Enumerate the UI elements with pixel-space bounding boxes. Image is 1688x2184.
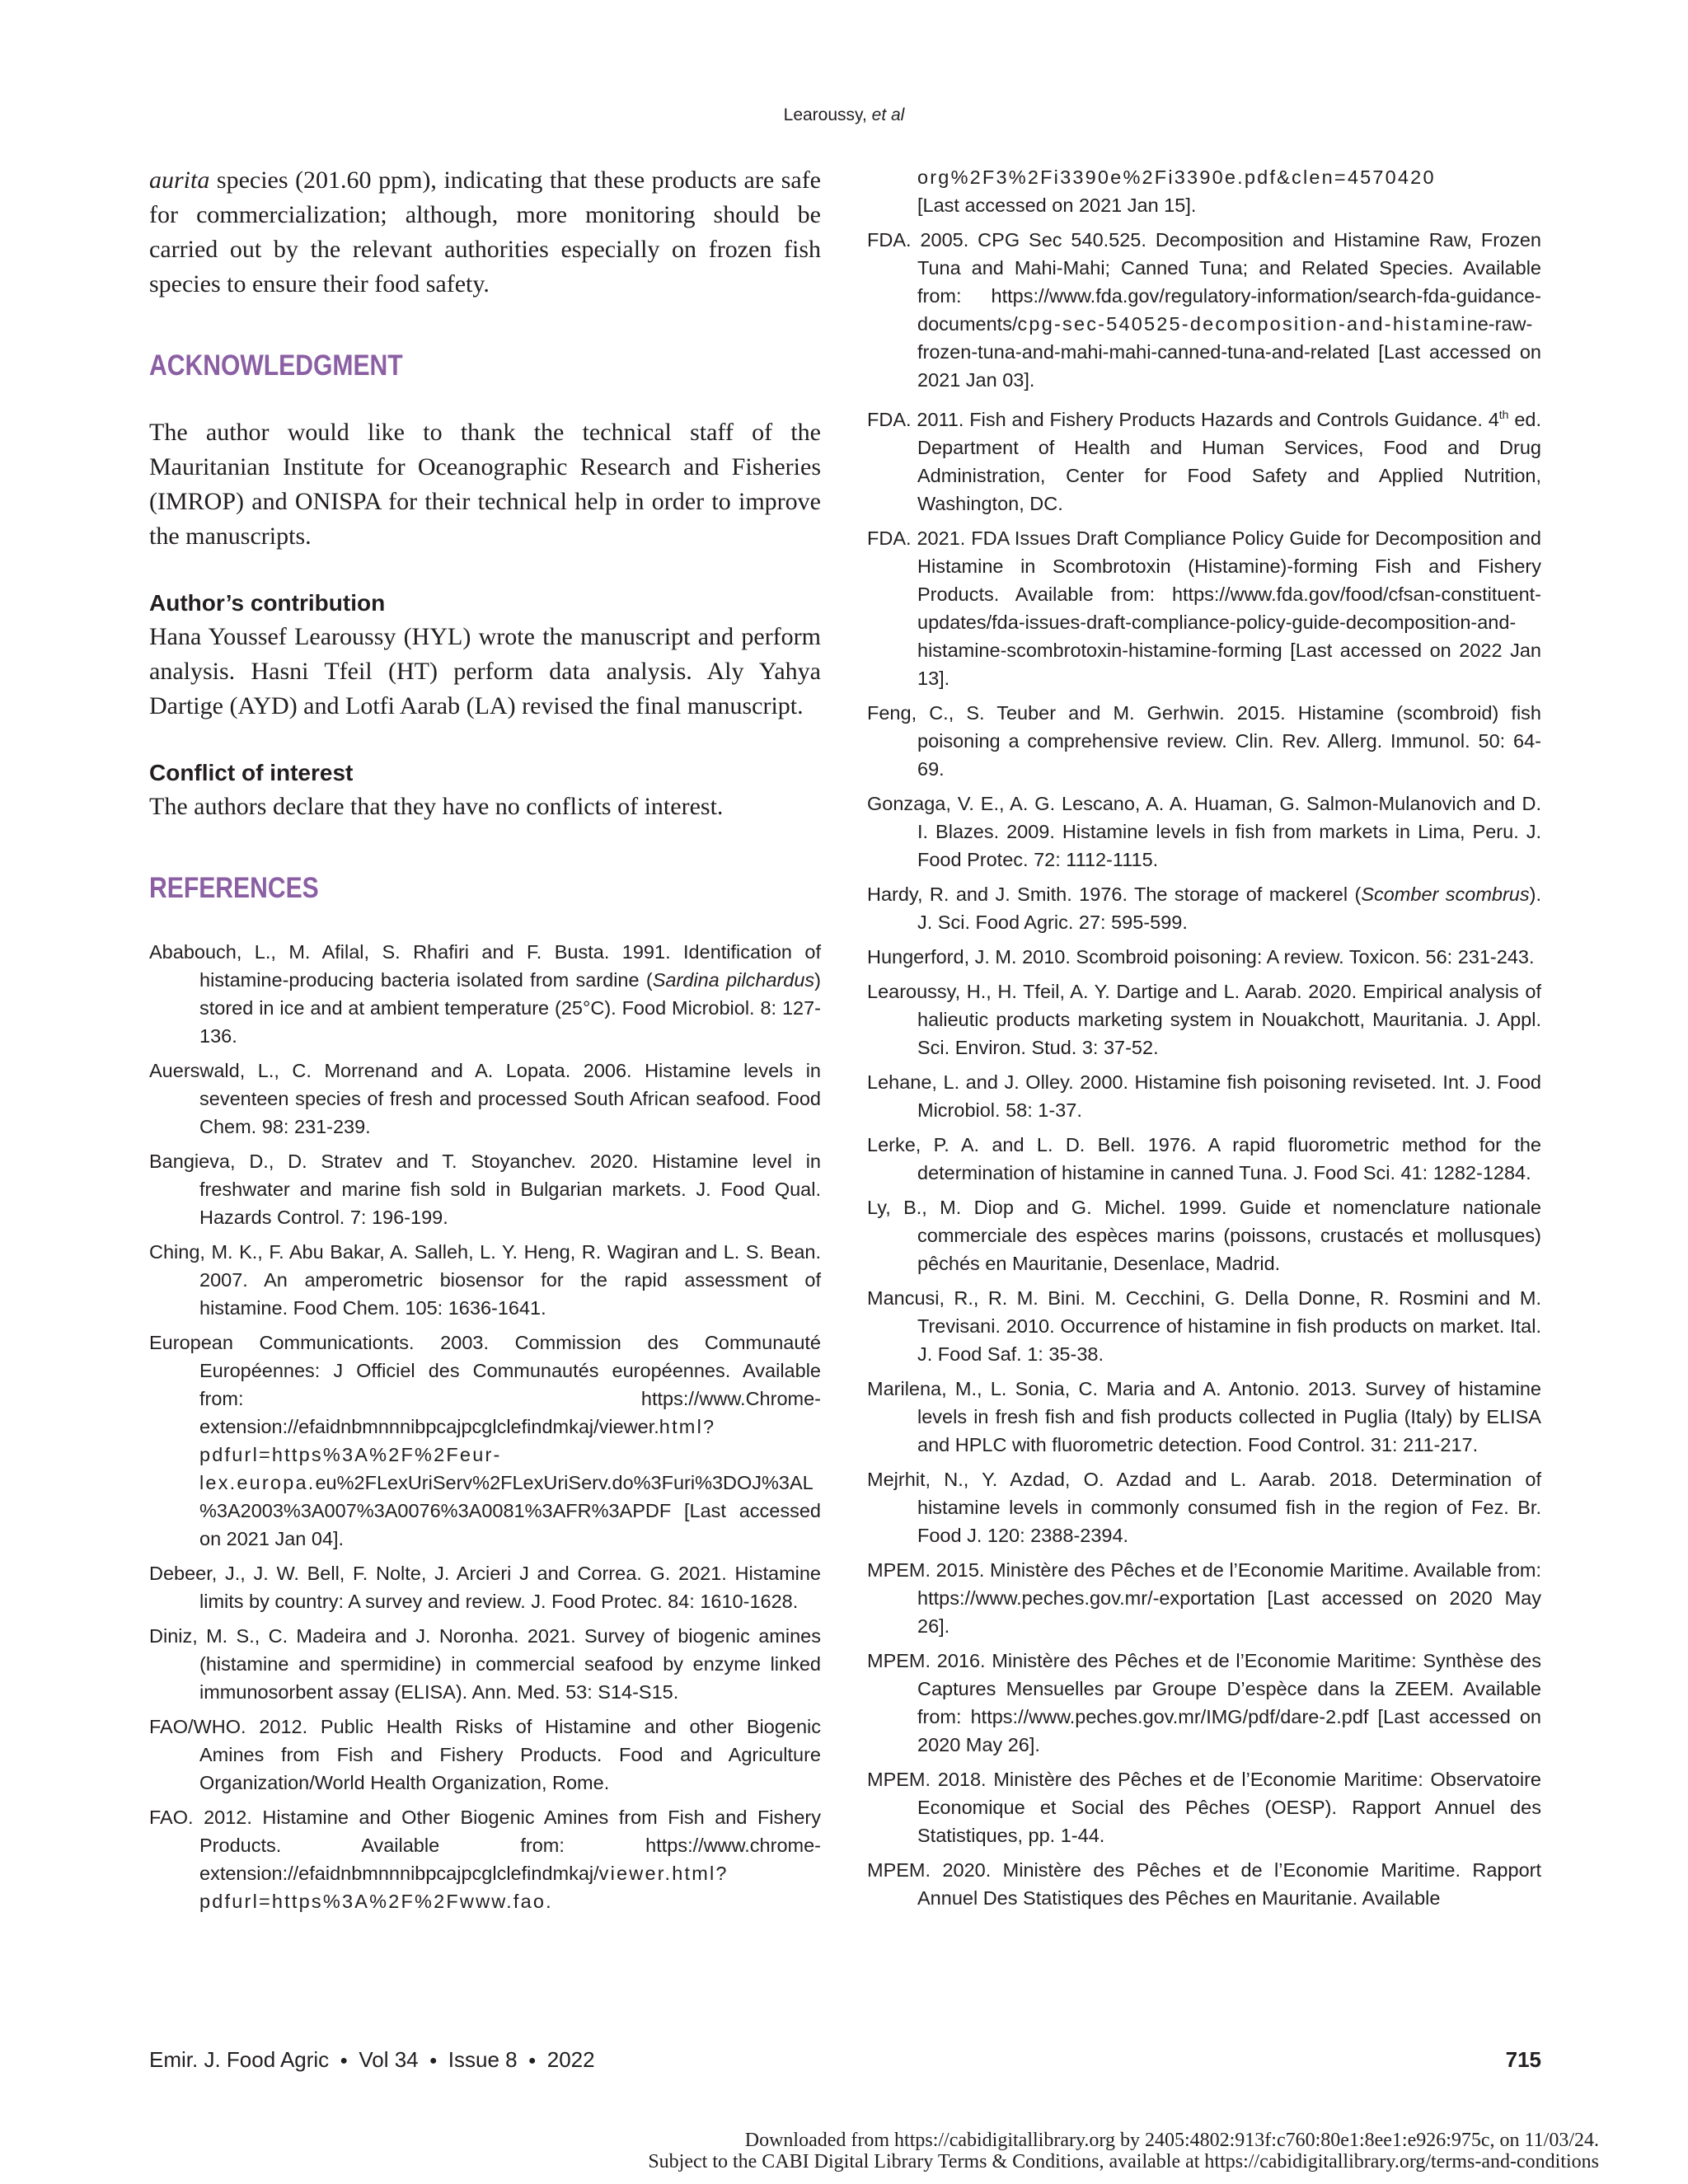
running-head-author: Learoussy, [783,105,867,124]
right-column [867,163,1541,1919]
reference-item: Ching, M. K., F. Abu Bakar, A. Salleh, L. Y. Heng, R. Wagiran and L. S. Bean. 2007. An amperometric biosensor for the rapid assessment of histamine. Food Chem. 105: 1636-1641. [149,1241,821,1319]
reference-item: FDA. 2021. FDA Issues Draft Compliance Policy Guide for Decomposition and Histamine in Scombrotoxin (Histamine)-forming Fish and Fishery Products. Available from: https://www.fda.gov/food/cfsan-constituent-updates/fda-issues-draft-compliance-policy-guide-decomposition-and-histamine-scombrotoxin-histamine-forming [Last accessed on 2022 Jan 13]. [867,527,1541,689]
reference-item: Bangieva, D., D. Stratev and T. Stoyanchev. 2020. Histamine level in freshwater and marine fish sold in Bulgarian markets. J. Food Qual. Hazards Control. 7: 196-199. [149,1151,821,1228]
reference-item: MPEM. 2016. Ministère des Pêches et de l’Economie Maritime: Synthèse des Captures Mensuelles par Groupe D’espèce dans la ZEEM. Available from: https://www.peches.gov.mr/IMG/pdf/dare-2.pdf [Last accessed on 2020 May 26]. [867,1649,1541,1755]
terms-notice: Subject to the CABI Digital Library Terms & Conditions, available at https://cabidigitallibrary.org/terms-and-conditions [648,2151,1599,2172]
acknowledgment-text: The author would like to thank the technical staff of the Mauritanian Institute for Oceanographic Research and Fisheries (IMROP) and ONISPA for their technical help in order to improve the manuscripts. [149,419,821,550]
reference-item: Ababouch, L., M. Afilal, S. Rhafiri and F. Busta. 1991. Identification of histamine-producing bacteria isolated from sardine (Sardina pilchardus) stored in ice and at ambient temperature (25°C). Food Microbiol. 8: 127-136. [149,941,821,1047]
journal-name: Emir. J. Food Agric [149,2047,330,2072]
reference-item: FAO. 2012. Histamine and Other Biogenic Amines from Fish and Fishery Products. Available from: https://www.chrome-extension://efaidnbmnnnibpcajpcglclefindmkaj/viewer.html?pdfurl=https%3A%2F%2Fwww.fao. [149,1807,821,1912]
reference-item: European Communicationts. 2003. Commission des Communauté Européennes: J Officiel des Communautés européennes. Available from: https://www.Chrome-extension://efaidnbmnnnibpcajpcglclefindmkaj/viewer.html?pdfurl=https%3A%2F%2Feur-lex.europa.eu%2FLexUriServ%2FLexUriServ.do%3Furi%3DOJ%3AL%3A2003%3A007%3A0076%3A0081%3AFR%3APDF [Last accessed on 2021 Jan 04]. [149,1332,821,1549]
running-head-etal: et al [871,105,905,124]
bullet-icon: ● [528,2054,537,2069]
reference-item: Auerswald, L., C. Morrenand and A. Lopata. 2006. Histamine levels in seventeen species of fresh and processed South African seafood. Food Chem. 98: 231-239. [149,1060,821,1137]
reference-item: Debeer, J., J. W. Bell, F. Nolte, J. Arcieri J and Correa. G. 2021. Histamine limits by country: A survey and review. J. Food Protec. 84: 1610-1628. [149,1563,821,1612]
reference-item: FDA. 2005. CPG Sec 540.525. Decomposition and Histamine Raw, Frozen Tuna and Mahi-Mahi; Canned Tuna; and Related Species. Available from: https://www.fda.gov/regulatory-information/search-fda-guidance-documents/cpg-sec-540525-decomposition-and-histamine-raw-frozen-tuna-and-mahi-mahi-canned-tuna-and-related [Last accessed on 2021 Jan 03]. [867,229,1541,391]
download-notice: Downloaded from https://cabidigitallibrary.org by 2405:4802:913f:c760:80e1:8ee1:e926:975c, on 11/03/24. [744,2130,1599,2151]
journal-volume: Vol 34 [359,2047,419,2072]
reference-item: Hungerford, J. M. 2010. Scombroid poisoning: A review. Toxicon. 56: 231-243. [867,945,1535,968]
reference-item: Diniz, M. S., C. Madeira and J. Noronha. 2021. Survey of biogenic amines (histamine and spermidine) in commercial seafood by enzyme linked immunosorbent assay (ELISA). Ann. Med. 53: S14-S15. [149,1625,821,1703]
species-italic: aurita [149,166,210,194]
reference-item: MPEM. 2020. Ministère des Pêches et de l’Economie Maritime. Rapport Annuel Des Statistiques des Pêches en Mauritanie. Available [867,1858,1541,1909]
reference-item: FAO/WHO. 2012. Public Health Risks of Histamine and other Biogenic Amines from Fish and Fishery Products. Food and Agriculture Organization/World Health Organization, Rome. [149,1716,821,1793]
page-number: 715 [1505,2047,1541,2072]
reference-continuation: org%2F3%2Fi3390e%2Fi3390e.pdf&clen=4570420 [Last accessed on 2021 Jan 15]. [917,166,1436,216]
bullet-icon: ● [429,2054,438,2069]
conclusion-paragraph [149,163,821,302]
contribution-heading: Author’s contribution [149,590,386,616]
journal-year: 2022 [546,2047,595,2072]
contribution-text: Hana Youssef Learoussy (HYL) wrote the manuscript and perform analysis. Hasni Tfeil (HT) perform data analysis. Aly Yahya Dartige (AYD) and Lotfi Aarab (LA) revised the final manuscript. [149,623,821,719]
reference-item: Gonzaga, V. E., A. G. Lescano, A. A. Huaman, G. Salmon-Mulanovich and D. I. Blazes. 2009. Histamine levels in fish from markets in Lima, Peru. J. Food Protec. 72: 1112-1115. [867,792,1541,870]
reference-item: Mancusi, R., R. M. Bini. M. Cecchini, G. Della Donne, R. Rosmini and M. Trevisani. 2010. Occurrence of histamine in fish products on market. Ital. J. Food Saf. 1: 35-38. [867,1286,1541,1365]
acknowledgment-heading: ACKNOWLEDGMENT [149,349,403,382]
running-head [0,105,1688,125]
references-heading: REFERENCES [149,872,319,904]
reference-item: MPEM. 2018. Ministère des Pêches et de l’Economie Maritime: Observatoire Economique et Social des Pêches (OESP). Rapport Annuel des Statistiques, pp. 1-44. [867,1768,1541,1846]
reference-item: Lehane, L. and J. Olley. 2000. Histamine fish poisoning reviseted. Int. J. Food Microbiol. 58: 1-37. [867,1071,1541,1121]
journal-issue: Issue 8 [448,2047,518,2072]
reference-item: Ly, B., M. Diop and G. Michel. 1999. Guide et nomenclature nationale commerciale des espèces marins (poissons, crustacés et mollusques) pêchés en Mauritanie, Desenlace, Madrid. [867,1196,1541,1274]
reference-item: Feng, C., S. Teuber and M. Gerhwin. 2015. Histamine (scombroid) fish poisoning a comprehensive review. Clin. Rev. Allerg. Immunol. 50: 64-69. [867,701,1541,780]
reference-item: Marilena, M., L. Sonia, C. Maria and A. Antonio. 2013. Survey of histamine levels in fresh fish and fish products collected in Puglia (Italy) by ELISA and HPLC with fluorometric detection. Food Control. 31: 211-217. [867,1377,1541,1455]
reference-item: Hardy, R. and J. Smith. 1976. The storage of mackerel (Scomber scombrus). J. Sci. Food Agric. 27: 595-599. [867,883,1541,933]
conflict-heading: Conflict of interest [149,760,354,785]
journal-footer [149,2047,595,2073]
conclusion-text: species (201.60 ppm), indicating that these products are safe for commercialization; although, more monitoring should be carried out by the relevant authorities especially on frozen fish species to ensure their food safety. [149,166,821,298]
reference-item: Mejrhit, N., Y. Azdad, O. Azdad and L. Aarab. 2018. Determination of histamine levels in commonly consumed fish in the region of Fez. Br. Food J. 120: 2388-2394. [867,1468,1541,1546]
left-column [149,163,821,1922]
reference-item: FDA. 2011. Fish and Fishery Products Hazards and Controls Guidance. 4th ed. Department of Health and Human Services, Food and Drug Administration, Center for Food Safety and Applied Nutrition, Washington, DC. [867,408,1541,514]
bullet-icon: ● [340,2054,349,2069]
reference-item: Lerke, P. A. and L. D. Bell. 1976. A rapid fluorometric method for the determination of histamine in canned Tuna. J. Food Sci. 41: 1282-1284. [867,1133,1541,1183]
conflict-text: The authors declare that they have no conflicts of interest. [149,793,724,820]
reference-item: MPEM. 2015. Ministère des Pêches et de l’Economie Maritime. Available from: https://www.peches.gov.mr/-exportation [Last accessed on 2020 May 26]. [867,1558,1541,1637]
reference-item: Learoussy, H., H. Tfeil, A. Y. Dartige and L. Aarab. 2020. Empirical analysis of halieutic products marketing system in Nouakchott, Mauritania. J. Appl. Sci. Environ. Stud. 3: 37-52. [867,980,1541,1058]
